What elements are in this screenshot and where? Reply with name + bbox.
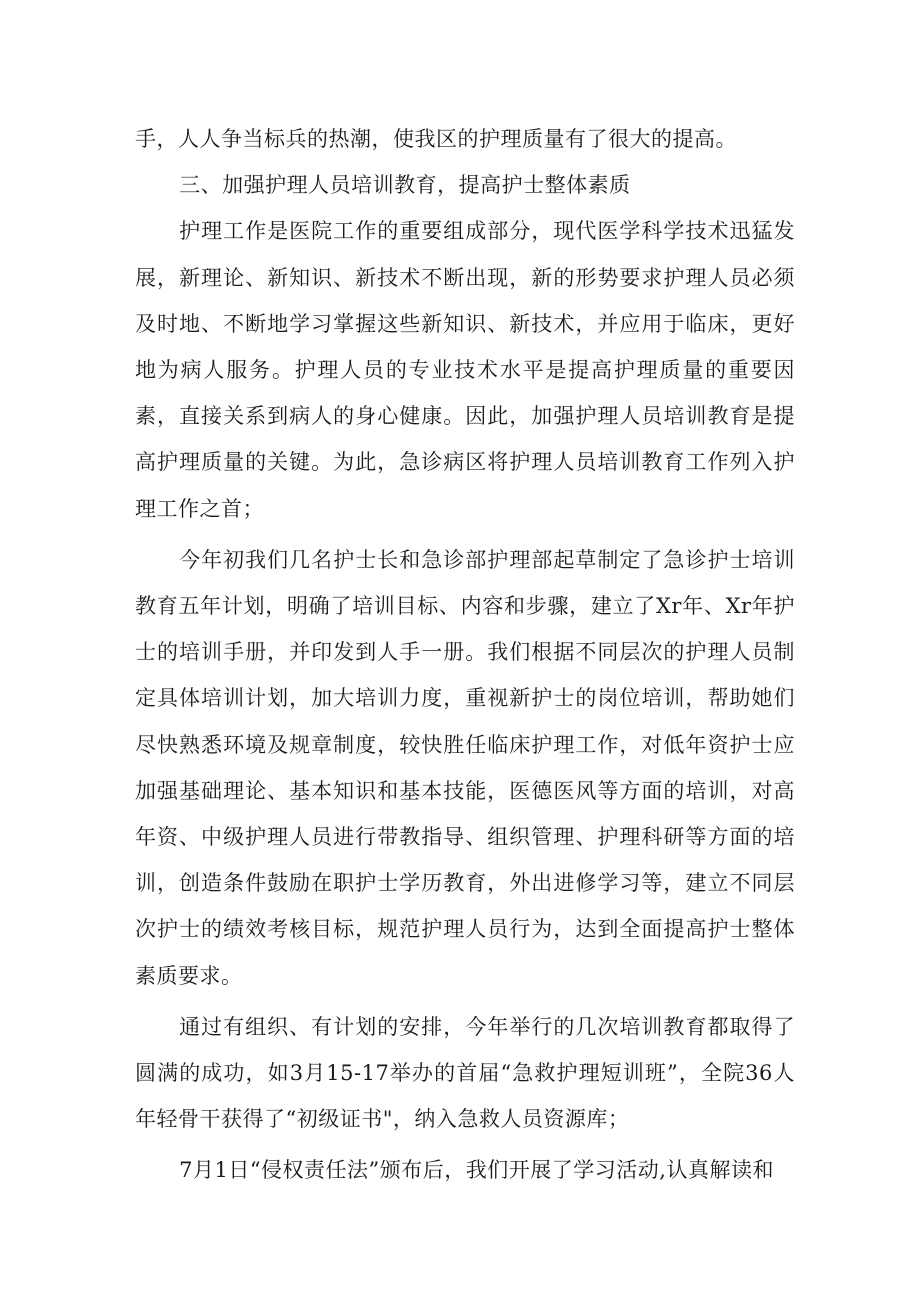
- paragraph-tort-law: 7月1日“侵权责任法”颁布后，我们开展了学习活动,认真解读和: [179, 1158, 774, 1183]
- document-body: [135, 116, 795, 1194]
- section-heading: 三、加强护理人员培训教育，提高护士整体素质: [179, 173, 631, 198]
- paragraph-continuation: 手，人人争当标兵的热潮，使我区的护理质量有了很大的提高。: [135, 127, 737, 151]
- paragraph-nursing-importance: 护理工作是医院工作的重要组成部分，现代医学科学技术迅猛发展，新理论、新知识、新技术不断出现，新的形势要求护理人员必须及时地、不断地学习掌握这些新知识、新技术，并应用于临床，更好地为病人服务。护理人员的专业技术水平是提高护理质量的重要因素，直接关系到病人的身心健康。因此，加强护理人员培训教育是提高护理质量的关键。为此，急诊病区将护理人员培训教育工作列入护理工作之首；: [135, 219, 795, 521]
- paragraph-training-plan: 今年初我们几名护士长和急诊部护理部起草制定了急诊护士培训教育五年计划，明确了培训目标、内容和步骤，建立了Xr年、Xr年护士的培训手册，并印发到人手一册。我们根据不同层次的护理人员制定具体培训计划，加大培训力度，重视新护士的岗位培训，帮助她们尽快熟悉环境及规章制度，较快胜任临床护理工作，对低年资护士应加强基础理论、基本知识和基本技能，医德医风等方面的培训，对高年资、中级护理人员进行带教指导、组织管理、护理科研等方面的培训，创造条件鼓励在职护士学历教育，外出进修学习等，建立不同层次护士的绩效考核目标，规范护理人员行为，达到全面提高护士整体素质要求。: [135, 547, 795, 988]
- paragraph-training-results: 通过有组织、有计划的安排，今年举行的几次培训教育都取得了圆满的成功，如3月15-17举办的首届“急救护理短训班”，全院36人年轻骨干获得了“初级证书"，纳入急救人员资源库；: [135, 1014, 795, 1132]
